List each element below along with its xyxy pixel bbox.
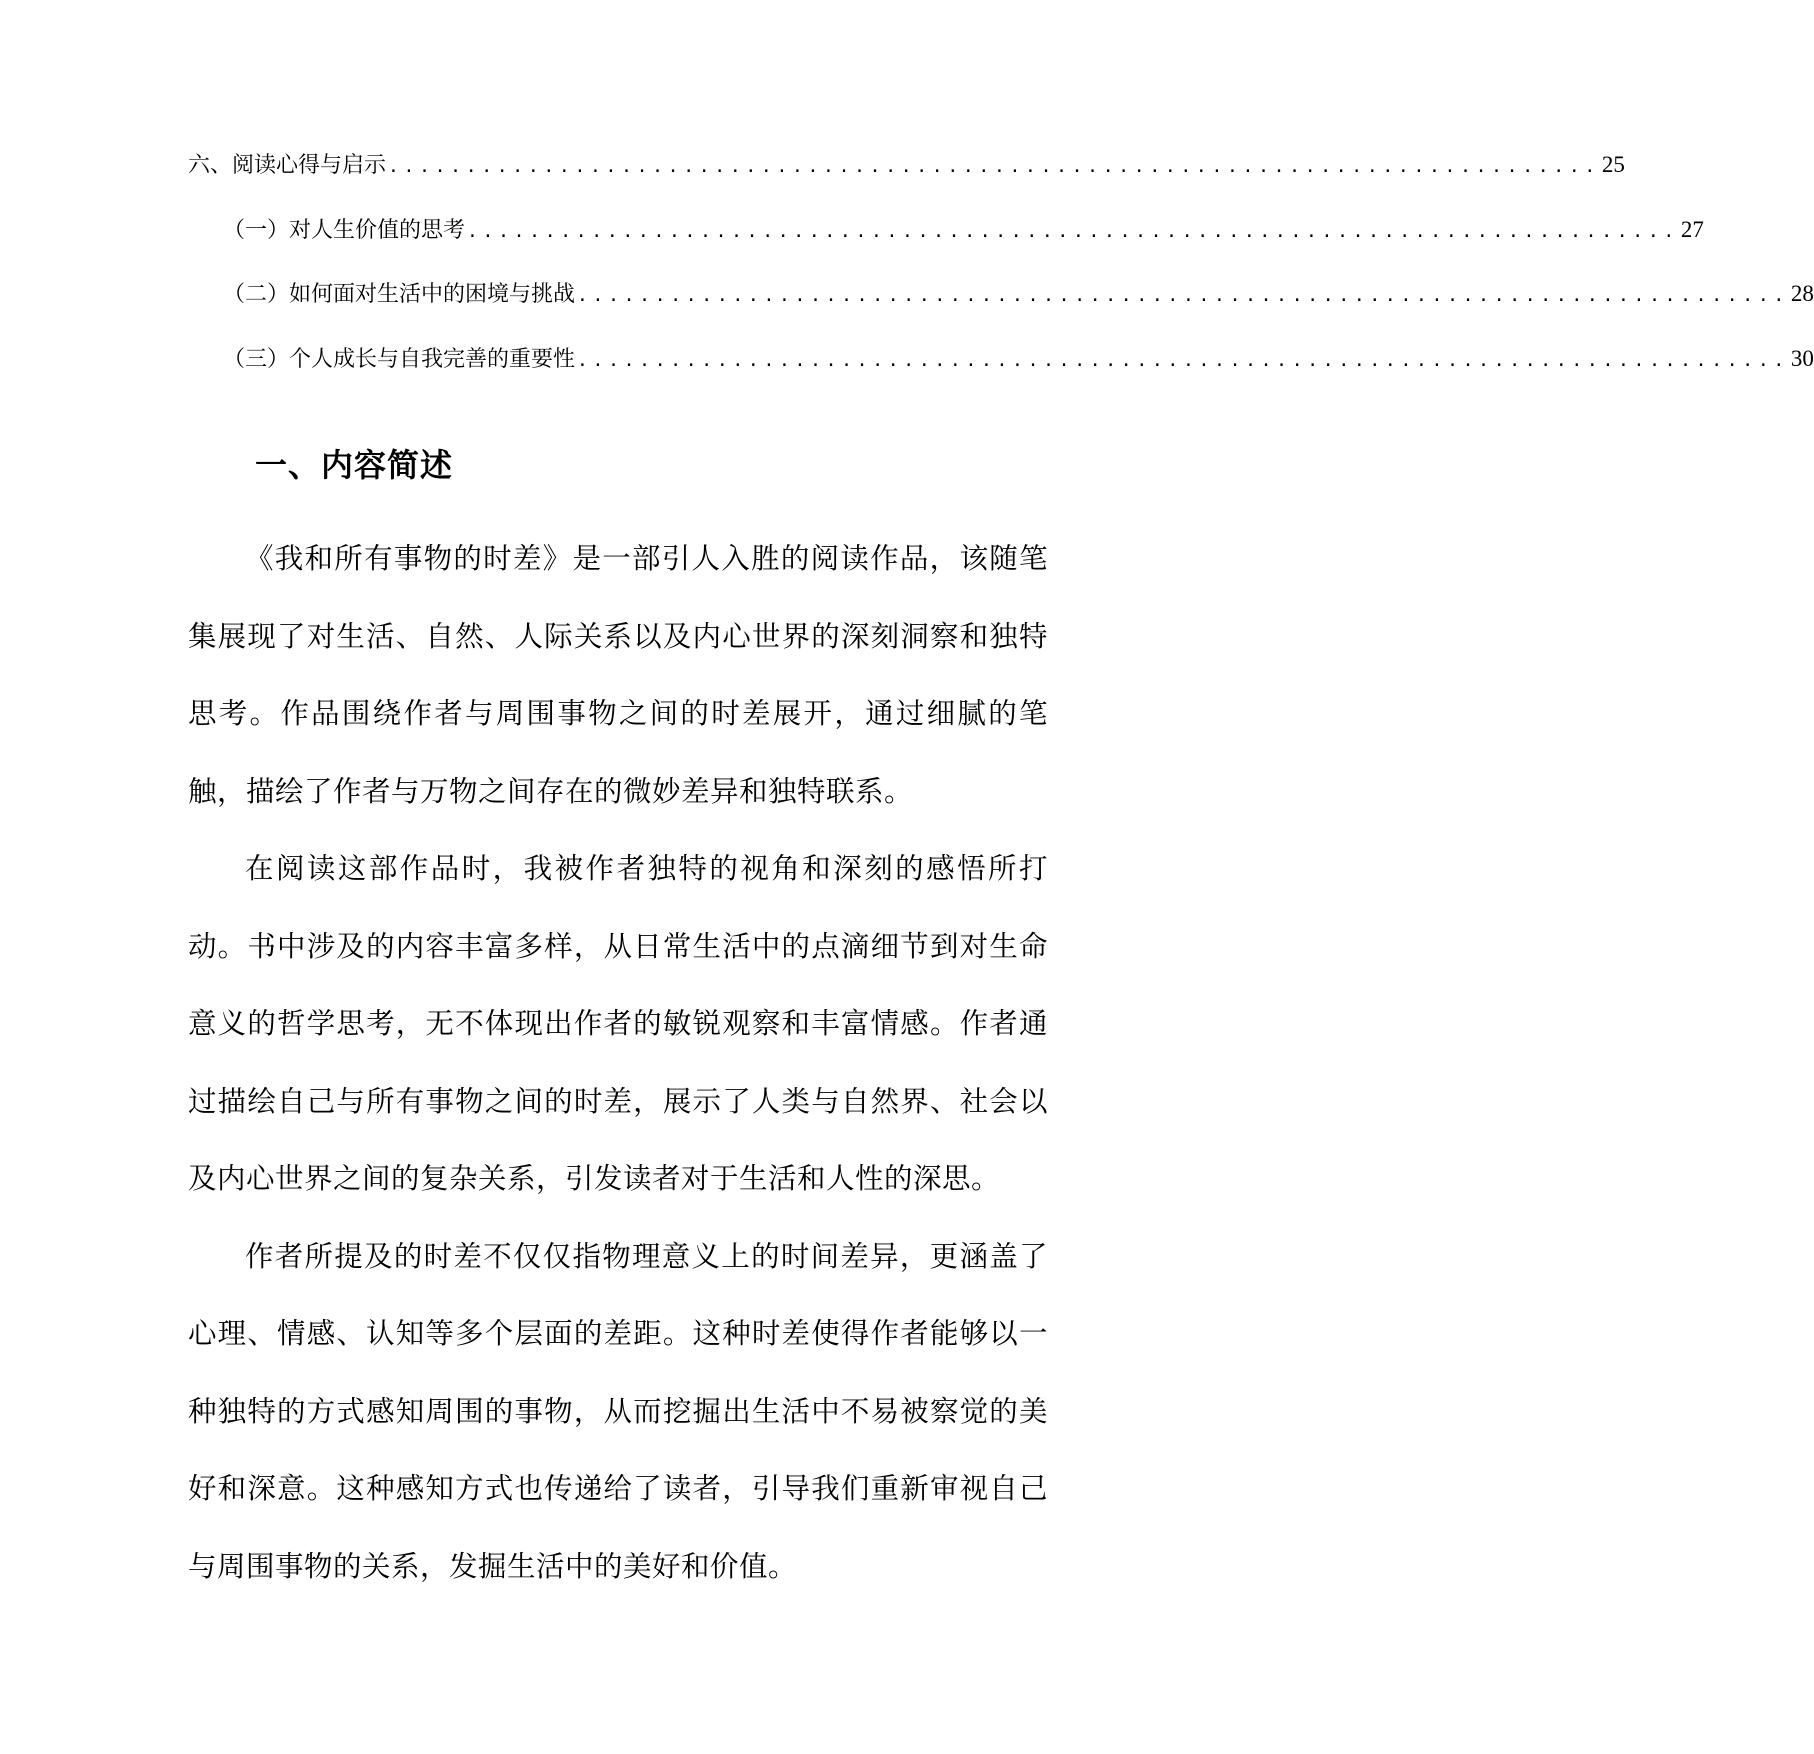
toc-entry-page: 28 bbox=[1790, 281, 1814, 307]
body-paragraph: 作者所提及的时差不仅仅指物理意义上的时间差异，更涵盖了心理、情感、认知等多个层面的差距。这种时差使得作者能够以一种独特的方式感知周围的事物，从而挖掘出生活中不易被察觉的美好和深意。这种感知方式也传递给了读者，引导我们重新审视自己与周围事物的关系，发掘生活中的美好和价值。 bbox=[188, 1239, 1048, 1583]
toc-entry-title: 六、阅读心得与启示 bbox=[188, 153, 387, 178]
toc-entry-page: 30 bbox=[1790, 346, 1814, 372]
toc-leader-dots: .............................................................................. bbox=[388, 156, 1600, 177]
toc-entry-title: （二）如何面对生活中的困境与挑战 bbox=[223, 282, 576, 308]
body-paragraph: 《我和所有事物的时差》是一部引人入胜的阅读作品，该随笔集展现了对生活、自然、人际关系以及内心世界的深刻洞察和独特思考。作品围绕作者与周围事物之间的时差展开，通过细腻的笔触，描绘了作者与万物之间存在的微妙差异和独特联系。 bbox=[188, 542, 1048, 808]
toc-leader-dots: .............................................................................. bbox=[467, 220, 1679, 242]
toc-leader-dots: .............................................................................. bbox=[577, 350, 1789, 372]
toc-leader-dots: .............................................................................. bbox=[577, 285, 1789, 307]
toc-entry[interactable] bbox=[188, 213, 1704, 278]
table-of-contents bbox=[188, 148, 1814, 407]
toc-entry[interactable] bbox=[188, 342, 1814, 407]
toc-entry-page: 25 bbox=[1601, 152, 1625, 177]
toc-entry[interactable] bbox=[188, 148, 1625, 213]
section-body bbox=[188, 520, 1048, 1605]
toc-entry[interactable] bbox=[188, 277, 1814, 342]
toc-entry-title: （一）对人生价值的思考 bbox=[223, 217, 466, 243]
toc-entry-title: （三）个人成长与自我完善的重要性 bbox=[223, 347, 576, 373]
section-heading: 一、内容简述 bbox=[255, 446, 454, 484]
body-paragraph: 在阅读这部作品时，我被作者独特的视角和深刻的感悟所打动。书中涉及的内容丰富多样，从日常生活中的点滴细节到对生命意义的哲学思考，无不体现出作者的敏锐观察和丰富情感。作者通过描绘自己与所有事物之间的时差，展示了人类与自然界、社会以及内心世界之间的复杂关系，引发读者对于生活和人性的深思。 bbox=[188, 852, 1048, 1195]
toc-entry-page: 27 bbox=[1680, 216, 1704, 242]
